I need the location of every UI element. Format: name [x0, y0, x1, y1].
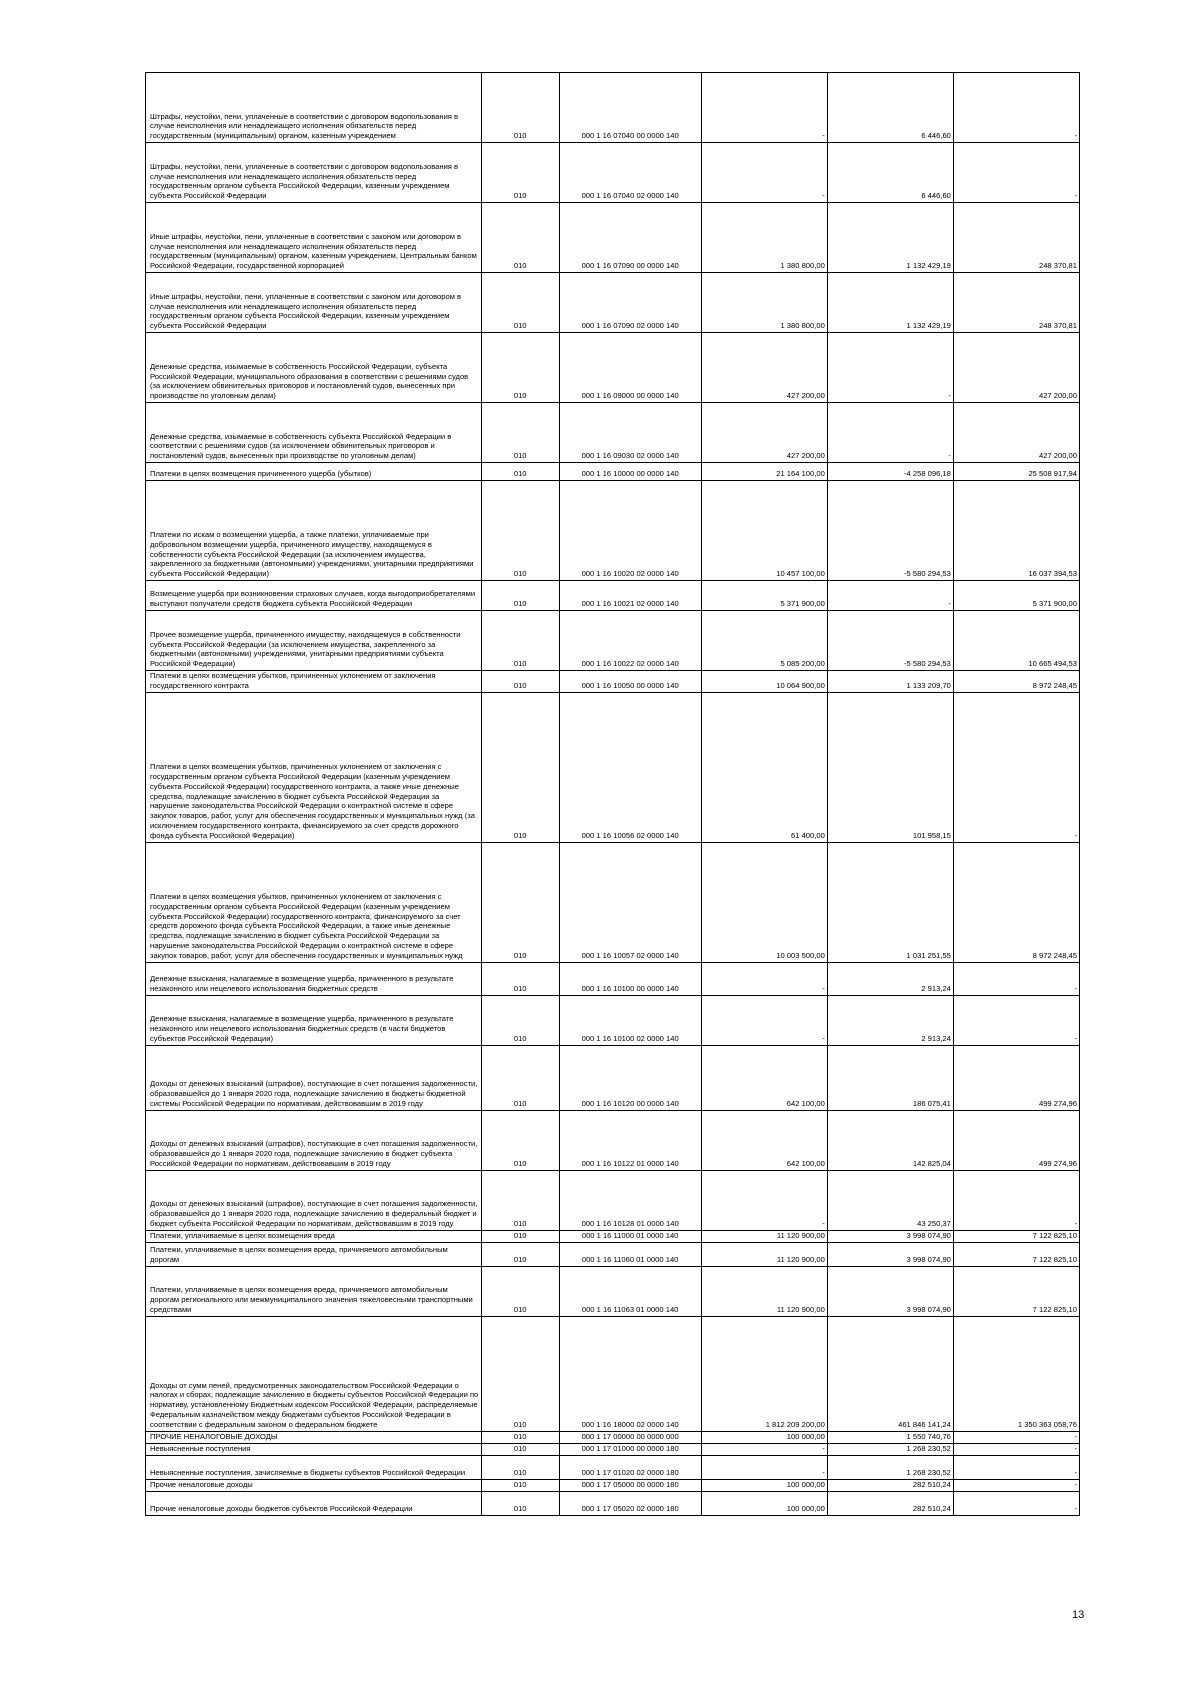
row-executed: 101 958,15	[827, 692, 953, 842]
row-name: ПРОЧИЕ НЕНАЛОГОВЫЕ ДОХОДЫ	[146, 1431, 482, 1443]
row-budget-code: 000 1 16 09000 00 0000 140	[559, 333, 701, 403]
row-executed: 1 133 209,70	[827, 671, 953, 693]
row-name: Прочие неналоговые доходы бюджетов субъектов Российской Федерации	[146, 1491, 482, 1515]
row-remaining: 1 350 363 058,76	[953, 1316, 1079, 1431]
row-executed: -	[827, 333, 953, 403]
row-approved-plan: 100 000,00	[701, 1479, 827, 1491]
row-name: Платежи в целях возмещения убытков, причиненных уклонением от заключения государственного контракта	[146, 671, 482, 693]
row-line-code: 010	[481, 463, 559, 481]
row-executed: 43 250,37	[827, 1170, 953, 1230]
row-executed: 6 446,60	[827, 73, 953, 143]
row-remaining: 427 200,00	[953, 333, 1079, 403]
row-budget-code: 000 1 16 10021 02 0000 140	[559, 581, 701, 611]
row-approved-plan: 10 003 500,00	[701, 842, 827, 962]
table-row	[146, 1242, 1080, 1266]
row-name: Платежи, уплачиваемые в целях возмещения вреда	[146, 1230, 482, 1242]
row-remaining: -	[953, 1443, 1079, 1455]
table-row	[146, 1316, 1080, 1431]
revenue-table	[145, 72, 1080, 1516]
row-approved-plan: 427 200,00	[701, 403, 827, 463]
row-budget-code: 000 1 16 07090 00 0000 140	[559, 203, 701, 273]
row-line-code: 010	[481, 1110, 559, 1170]
row-line-code: 010	[481, 1443, 559, 1455]
table-row	[146, 611, 1080, 671]
row-name: Платежи в целях возмещения убытков, причиненных уклонением от заключения с государственным органом субъекта Российской Федерации (казенным учреждением субъекта Российской Федерации) государственного контракта, финансируемого за счет средств дорожного фонда субъекта Российской Федерации, а также иные денежные средства, подлежащие зачислению в бюджет субъекта Российской Федерации за нарушение законодательства Российской Федерации о контрактной системе в сфере закупок товаров, работ, услуг для обеспечения государственных и муниципальных нужд	[146, 842, 482, 962]
row-approved-plan: 61 400,00	[701, 692, 827, 842]
row-name: Доходы от денежных взысканий (штрафов), поступающие в счет погашения задолженности, образовавшейся до 1 января 2020 года, подлежащие зачислению в бюджет субъекта Российской Федерации по нормативам, действовавшим в 2019 году	[146, 1110, 482, 1170]
row-name: Прочее возмещение ущерба, причиненного имуществу, находящемуся в собственности субъекта Российской Федерации (за исключением имущества, закрепленного за бюджетными (автономными) учреждениями, унитарными предприятиями субъекта Российской Федерации)	[146, 611, 482, 671]
row-approved-plan: 5 085 200,00	[701, 611, 827, 671]
row-budget-code: 000 1 17 05000 00 0000 180	[559, 1479, 701, 1491]
row-name: Невыясненные поступления	[146, 1443, 482, 1455]
row-line-code: 010	[481, 143, 559, 203]
row-name: Штрафы, неустойки, пени, уплаченные в соответствии с договором водопользования в случае неисполнения или ненадлежащего исполнения обязательств перед государственным органом субъекта Российской Федерации, казенным учреждением субъекта Российской Федерации	[146, 143, 482, 203]
row-approved-plan: 11 120 900,00	[701, 1266, 827, 1316]
row-name: Штрафы, неустойки, пени, уплаченные в соответствии с договором водопользования в случае неисполнения или ненадлежащего исполнения обязательств перед государственным (муниципальным) органом, казенным учреждением	[146, 73, 482, 143]
row-approved-plan: 11 120 900,00	[701, 1242, 827, 1266]
row-name: Доходы от сумм пеней, предусмотренных законодательством Российской Федерации о налогах и сборах, подлежащие зачислению в бюджеты субъектов Российской Федерации по нормативу, установленному Бюджетным кодексом Российской Федерации, распределяемые Федеральным казначейством между бюджетами субъектов Российской Федерации в соответствии с федеральным законом о федеральном бюджете	[146, 1316, 482, 1431]
row-name: Платежи, уплачиваемые в целях возмещения вреда, причиняемого автомобильным дорогам	[146, 1242, 482, 1266]
row-line-code: 010	[481, 1045, 559, 1110]
row-line-code: 010	[481, 73, 559, 143]
row-approved-plan: 10 064 900,00	[701, 671, 827, 693]
table-row	[146, 1443, 1080, 1455]
row-executed: 282 510,24	[827, 1491, 953, 1515]
row-approved-plan: 100 000,00	[701, 1491, 827, 1515]
row-name: Денежные средства, изымаемые в собственность Российской Федерации, субъекта Российской Федерации, муниципального образования в соответствии с решениями судов (за исключением обвинительных приговоров и постановлений судов, вынесенных при производстве по уголовным делам)	[146, 333, 482, 403]
row-name: Прочие неналоговые доходы	[146, 1479, 482, 1491]
row-line-code: 010	[481, 962, 559, 995]
row-approved-plan: -	[701, 962, 827, 995]
row-budget-code: 000 1 16 18000 02 0000 140	[559, 1316, 701, 1431]
row-line-code: 010	[481, 1230, 559, 1242]
row-name: Денежные взыскания, налагаемые в возмещение ущерба, причиненного в результате незаконного или нецелевого использования бюджетных средств (в части бюджетов субъектов Российской Федерации)	[146, 995, 482, 1045]
row-line-code: 010	[481, 581, 559, 611]
row-name: Платежи по искам о возмещении ущерба, а также платежи, уплачиваемые при добровольном возмещении ущерба, причиненного имуществу, находящемуся в собственности субъекта Российской Федерации (за исключением имущества, закрепленного за бюджетными (автономными) учреждениями, унитарными предприятиями субъекта Российской Федерации)	[146, 481, 482, 581]
row-remaining: 248 370,81	[953, 273, 1079, 333]
row-approved-plan: 5 371 900,00	[701, 581, 827, 611]
row-remaining: -	[953, 73, 1079, 143]
table-row	[146, 1170, 1080, 1230]
row-budget-code: 000 1 16 07040 00 0000 140	[559, 73, 701, 143]
row-line-code: 010	[481, 611, 559, 671]
row-budget-code: 000 1 16 10000 00 0000 140	[559, 463, 701, 481]
row-approved-plan: 427 200,00	[701, 333, 827, 403]
row-budget-code: 000 1 16 10056 02 0000 140	[559, 692, 701, 842]
row-remaining: -	[953, 962, 1079, 995]
row-remaining: 7 122 825,10	[953, 1230, 1079, 1242]
row-line-code: 010	[481, 692, 559, 842]
row-line-code: 010	[481, 671, 559, 693]
row-name: Невыясненные поступления, зачисляемые в бюджеты субъектов Российской Федерации	[146, 1455, 482, 1479]
row-executed: -4 258 096,18	[827, 463, 953, 481]
row-budget-code: 000 1 17 01000 00 0000 180	[559, 1443, 701, 1455]
row-executed: 3 998 074,90	[827, 1230, 953, 1242]
row-executed: -5 580 294,53	[827, 611, 953, 671]
table-row	[146, 481, 1080, 581]
row-executed: 1 031 251,55	[827, 842, 953, 962]
row-name: Платежи в целях возмещения убытков, причиненных уклонением от заключения с государственным органом субъекта Российской Федерации (казенным учреждением субъекта Российской Федерации) государственного контракта, а также иные денежные средства, подлежащие зачислению в бюджет субъекта Российской Федерации за нарушение законодательства Российской Федерации о контрактной системе в сфере закупок товаров, работ, услуг для обеспечения государственных и муниципальных нужд (за исключением государственного контракта, финансируемого за счет средств дорожного фонда субъекта Российской Федерации)	[146, 692, 482, 842]
row-line-code: 010	[481, 403, 559, 463]
table-row	[146, 273, 1080, 333]
row-remaining: 8 972 248,45	[953, 842, 1079, 962]
row-executed: 3 998 074,90	[827, 1266, 953, 1316]
row-executed: 1 550 740,76	[827, 1431, 953, 1443]
row-approved-plan: 21 164 100,00	[701, 463, 827, 481]
row-approved-plan: -	[701, 1443, 827, 1455]
row-remaining: -	[953, 995, 1079, 1045]
row-budget-code: 000 1 16 10100 00 0000 140	[559, 962, 701, 995]
row-executed: -	[827, 403, 953, 463]
row-line-code: 010	[481, 481, 559, 581]
row-executed: 1 268 230,52	[827, 1455, 953, 1479]
row-budget-code: 000 1 16 11060 01 0000 140	[559, 1242, 701, 1266]
row-budget-code: 000 1 16 10100 02 0000 140	[559, 995, 701, 1045]
row-executed: 3 998 074,90	[827, 1242, 953, 1266]
row-budget-code: 000 1 16 07040 02 0000 140	[559, 143, 701, 203]
row-executed: 6 446,60	[827, 143, 953, 203]
row-remaining: 499 274,96	[953, 1045, 1079, 1110]
row-executed: -5 580 294,53	[827, 481, 953, 581]
table-row	[146, 463, 1080, 481]
row-executed: 461 846 141,24	[827, 1316, 953, 1431]
row-name: Денежные средства, изымаемые в собственность субъекта Российской Федерации в соответствии с решениями судов (за исключением обвинительных приговоров и постановлений судов, вынесенных при производстве по уголовным делам)	[146, 403, 482, 463]
row-approved-plan: -	[701, 73, 827, 143]
row-name: Денежные взыскания, налагаемые в возмещение ущерба, причиненного в результате незаконного или нецелевого использования бюджетных средств	[146, 962, 482, 995]
row-approved-plan: -	[701, 1455, 827, 1479]
row-remaining: 499 274,96	[953, 1110, 1079, 1170]
row-budget-code: 000 1 16 10022 02 0000 140	[559, 611, 701, 671]
table-row	[146, 842, 1080, 962]
row-line-code: 010	[481, 1491, 559, 1515]
row-remaining: 16 037 394,53	[953, 481, 1079, 581]
table-row	[146, 671, 1080, 693]
row-approved-plan: 100 000,00	[701, 1431, 827, 1443]
row-executed: 2 913,24	[827, 995, 953, 1045]
row-approved-plan: -	[701, 1170, 827, 1230]
table-row	[146, 581, 1080, 611]
table-row	[146, 1491, 1080, 1515]
row-approved-plan: 642 100,00	[701, 1110, 827, 1170]
table-row	[146, 403, 1080, 463]
row-budget-code: 000 1 16 11000 01 0000 140	[559, 1230, 701, 1242]
table-row	[146, 962, 1080, 995]
row-line-code: 010	[481, 333, 559, 403]
row-remaining: -	[953, 692, 1079, 842]
row-line-code: 010	[481, 1242, 559, 1266]
row-remaining: -	[953, 1170, 1079, 1230]
table-row	[146, 692, 1080, 842]
row-approved-plan: 1 380 800,00	[701, 203, 827, 273]
table-row	[146, 143, 1080, 203]
row-approved-plan: 1 380 800,00	[701, 273, 827, 333]
row-remaining: -	[953, 1491, 1079, 1515]
table-row	[146, 1266, 1080, 1316]
row-remaining: 7 122 825,10	[953, 1242, 1079, 1266]
row-name: Иные штрафы, неустойки, пени, уплаченные в соответствии с законом или договором в случае неисполнения или ненадлежащего исполнения обязательств перед государственным (муниципальным) органом, казенным учреждением, Центральным банком Российской Федерации, государственной корпорацией	[146, 203, 482, 273]
row-budget-code: 000 1 17 01020 02 0000 180	[559, 1455, 701, 1479]
row-remaining: 248 370,81	[953, 203, 1079, 273]
table-row	[146, 1230, 1080, 1242]
table-row	[146, 1045, 1080, 1110]
table-row	[146, 203, 1080, 273]
row-remaining: -	[953, 1431, 1079, 1443]
row-line-code: 010	[481, 1170, 559, 1230]
row-remaining: 427 200,00	[953, 403, 1079, 463]
table-row	[146, 1479, 1080, 1491]
row-name: Доходы от денежных взысканий (штрафов), поступающие в счет погашения задолженности, образовавшейся до 1 января 2020 года, подлежащие зачислению в бюджеты бюджетной системы Российской Федерации по нормативам, действовавшим в 2019 году	[146, 1045, 482, 1110]
row-budget-code: 000 1 16 10020 02 0000 140	[559, 481, 701, 581]
row-budget-code: 000 1 17 00000 00 0000 000	[559, 1431, 701, 1443]
table-row	[146, 1455, 1080, 1479]
row-executed: -	[827, 581, 953, 611]
row-line-code: 010	[481, 1455, 559, 1479]
row-approved-plan: 642 100,00	[701, 1045, 827, 1110]
row-budget-code: 000 1 16 10057 02 0000 140	[559, 842, 701, 962]
row-budget-code: 000 1 16 10050 00 0000 140	[559, 671, 701, 693]
table-row	[146, 73, 1080, 143]
row-line-code: 010	[481, 842, 559, 962]
row-remaining: 8 972 248,45	[953, 671, 1079, 693]
row-name: Доходы от денежных взысканий (штрафов), поступающие в счет погашения задолженности, образовавшейся до 1 января 2020 года, подлежащие зачислению в федеральный бюджет и бюджет субъекта Российской Федерации по нормативам, действовавшим в 2019 году	[146, 1170, 482, 1230]
row-approved-plan: -	[701, 995, 827, 1045]
row-budget-code: 000 1 16 10120 00 0000 140	[559, 1045, 701, 1110]
row-line-code: 010	[481, 1479, 559, 1491]
row-line-code: 010	[481, 203, 559, 273]
table-row	[146, 995, 1080, 1045]
row-executed: 1 268 230,52	[827, 1443, 953, 1455]
row-approved-plan: -	[701, 143, 827, 203]
row-budget-code: 000 1 16 09030 02 0000 140	[559, 403, 701, 463]
row-name: Иные штрафы, неустойки, пени, уплаченные в соответствии с законом или договором в случае неисполнения или ненадлежащего исполнения обязательств перед государственным органом субъекта Российской Федерации, казенным учреждением субъекта Российской Федерации	[146, 273, 482, 333]
row-budget-code: 000 1 16 11063 01 0000 140	[559, 1266, 701, 1316]
row-budget-code: 000 1 16 10128 01 0000 140	[559, 1170, 701, 1230]
row-executed: 1 132 429,19	[827, 273, 953, 333]
row-executed: 282 510,24	[827, 1479, 953, 1491]
table-row	[146, 1110, 1080, 1170]
table-row	[146, 333, 1080, 403]
row-approved-plan: 1 812 209 200,00	[701, 1316, 827, 1431]
row-line-code: 010	[481, 995, 559, 1045]
row-line-code: 010	[481, 273, 559, 333]
row-approved-plan: 10 457 100,00	[701, 481, 827, 581]
row-executed: 1 132 429,19	[827, 203, 953, 273]
row-remaining: 5 371 900,00	[953, 581, 1079, 611]
page-number: 13	[1072, 1609, 1085, 1621]
row-approved-plan: 11 120 900,00	[701, 1230, 827, 1242]
row-remaining: -	[953, 1479, 1079, 1491]
row-executed: 2 913,24	[827, 962, 953, 995]
row-executed: 142 825,04	[827, 1110, 953, 1170]
row-remaining: -	[953, 143, 1079, 203]
row-budget-code: 000 1 16 10122 01 0000 140	[559, 1110, 701, 1170]
row-line-code: 010	[481, 1316, 559, 1431]
row-executed: 186 075,41	[827, 1045, 953, 1110]
revenue-table-body	[146, 73, 1080, 1516]
row-remaining: 7 122 825,10	[953, 1266, 1079, 1316]
row-name: Возмещение ущерба при возникновении страховых случаев, когда выгодоприобретателями выступают получатели средств бюджета субъекта Российской Федерации	[146, 581, 482, 611]
table-row	[146, 1431, 1080, 1443]
row-name: Платежи в целях возмещения причиненного ущерба (убытков)	[146, 463, 482, 481]
row-budget-code: 000 1 16 07090 02 0000 140	[559, 273, 701, 333]
row-remaining: 10 665 494,53	[953, 611, 1079, 671]
row-remaining: 25 508 917,94	[953, 463, 1079, 481]
row-name: Платежи, уплачиваемые в целях возмещения вреда, причиняемого автомобильным дорогам регионального или межмуниципального значения тяжеловесными транспортными средствами	[146, 1266, 482, 1316]
row-line-code: 010	[481, 1266, 559, 1316]
row-line-code: 010	[481, 1431, 559, 1443]
row-budget-code: 000 1 17 05020 02 0000 180	[559, 1491, 701, 1515]
row-remaining: -	[953, 1455, 1079, 1479]
